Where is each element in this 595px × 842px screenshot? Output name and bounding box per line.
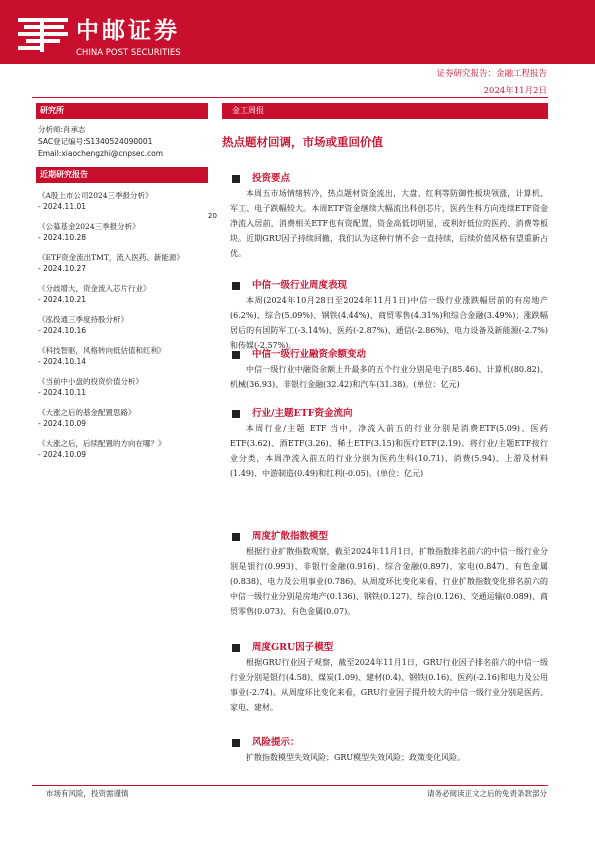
header-divider [32,97,548,98]
china-post-logo-icon [14,14,72,54]
section-body: 根据GRU行业因子观察，截至2024年11月1日，GRU行业因子排名前六的中信一级行业分别是银行(4.58)、煤炭(1.09)、建材(0.4)、钢铁(0.16)、医药(-2.16)和电力及公用事业(-2.74)。从周度环比变化来看，GRU行业因子提升较大的中信一级行业分别是医药、家电、建材。 [230,658,548,712]
edge-mark: 20 [208,212,217,220]
section-body: 根据行业扩散指数观察，截至2024年11月1日，扩散指数排名前六的中信一级行业分别是银行(0.993)、非银行金融(0.916)、综合金融(0.897)、家电(0.847)、有色金属(0.838)、电力及公用事业(0.786)。从周度环比变化来看，行业扩散指数变化排名前六的中信一级行业分别是房地产(0.136)、钢铁(0.127)、综合(0.126)、交通运输(0.089)、商贸零售(0.073)、有色金属(0.07)。 [230,547,548,616]
section-heading: 中信一级行业周度表现 [252,280,348,291]
section-body: 本周五市场情绪转冷，热点题材资金流出，大盘、红利等防御性板块领涨，计算机、军工、电子跌幅较大。本周ETF资金继续大幅流出科创芯片，医药生科方向连续ETF资金净流入居前，消费相关ETF也有资配置，资金高低切明显，或利好低位的医药、消费等板块。近期GRU因子持续回撤，我们认为这种行情不会一直持续，后续价值风格有望重新占优。 [230,189,548,258]
section-margin-balance [222,348,548,392]
list-item[interactable]: 《当前中小盘的投资价值分析》 - 2024.10.11 [38,377,143,397]
list-item[interactable]: 《A股上市公司2024三季报分析》 - 2024.11.01 [38,191,153,211]
section-diffusion-index [222,530,548,619]
list-item[interactable]: 《泓投通三季度持股分析》 - 2024.10.16 [38,315,128,335]
section-heading: 周度GRU因子模型 [252,642,334,653]
list-item[interactable]: 《分歧增大，资金流入芯片行业》 - 2024.10.21 [38,284,151,304]
list-item[interactable]: 《ETF资金流出TMT，流入医药、新能源》 - 2024.10.27 [38,253,184,273]
list-item[interactable]: 《科技智驱，风格转向低估值和红利》 - 2024.10.14 [38,346,166,366]
bullet-square-icon [232,410,240,418]
footer-divider [32,785,548,786]
bullet-square-icon [232,282,240,290]
footer-disclaimer-left: 市场有风险，投资需谨慎 [46,789,129,798]
section-heading: 行业/主题ETF资金流向 [252,408,353,419]
brand-name-en: CHINA POST SECURITIES [76,48,181,58]
section-heading: 投资要点 [252,173,291,184]
report-type: 证券研究报告：金融工程报告 [436,69,547,79]
sac-number: SAC登记编号:S1340524090001 [38,137,153,146]
institute-label: 研究所 [36,103,208,119]
section-gru-factor [222,641,548,715]
bullet-square-icon [232,533,240,541]
category-bar: 金工周报 [222,103,548,119]
brand-name-cn: 中邮证券 [76,18,180,44]
bullet-square-icon [232,739,240,747]
bullet-square-icon [232,175,240,183]
recent-reports-label: 近期研究报告 [36,167,208,183]
report-date: 2024年11月2日 [483,86,547,96]
section-etf-flows [222,407,548,481]
section-heading: 中信一级行业融资余额变动 [252,349,367,360]
section-body: 中信一级行业中融资余额上升最多的五个行业分别是电子(85.46)、计算机(80.82)、机械(36.93)、非银行金融(32.42)和汽车(31.38)。(单位：亿元) [230,365,548,389]
list-item[interactable]: 《公募基金2024三季报分析》 - 2024.10.28 [38,222,140,242]
bullet-square-icon [232,351,240,359]
section-body: 本周行业/主题 ETF 当中，净流入前五的行业分别是消费ETF(5.09)、医药ETF(3.62)、酒ETF(3.26)、稀土ETF(3.15)和医疗ETF(2.19)。将行业/主题ETF按行业分类，本周净流入前五的行业分别为医药生科(10.71)、消费(5.94)、上游及材料(1.49)、中游制造(0.49)和红利(-0.05)。(单位：亿元) [230,424,548,478]
list-item[interactable]: 《大涨之后，后续配置的方向在哪？》 - 2024.10.09 [38,439,166,459]
bullet-square-icon [232,644,240,652]
recent-reports-list [38,190,210,469]
section-body: 扩散指数模型失效风险；GRU模型失效风险；政策变化风险。 [246,753,466,762]
list-item[interactable]: 《大涨之后的基金配置思路》 - 2024.10.09 [38,408,136,428]
section-industry-performance [222,279,548,353]
footer-disclaimer-right: 请务必阅读正文之后的免责条款部分 [427,789,547,798]
section-heading: 周度扩散指数模型 [252,531,329,542]
section-investment-highlights [222,172,548,261]
section-body: 本周(2024年10月28日至2024年11月1日)中信一级行业涨跌幅居前的有房地产(6.2%)、综合(5.09%)、钢铁(4.44%)、商贸零售(4.31%)和综合金融(3.49%)；涨跌幅居后的有国防军工(-3.14%)、医药(-2.87%)、通信(-2.86%)、电力设备及新能源(-2.7%)和传媒(-2.57%)。 [230,296,548,350]
analyst-name: 分析师:肖承志 [38,125,86,134]
analyst-email[interactable]: Email:xiaochengzhi@cnpsec.com [38,149,164,158]
page-title: 热点题材回调，市场或重回价值 [222,135,383,149]
section-heading: 风险提示： [252,737,300,748]
section-risk-warning [222,736,548,765]
